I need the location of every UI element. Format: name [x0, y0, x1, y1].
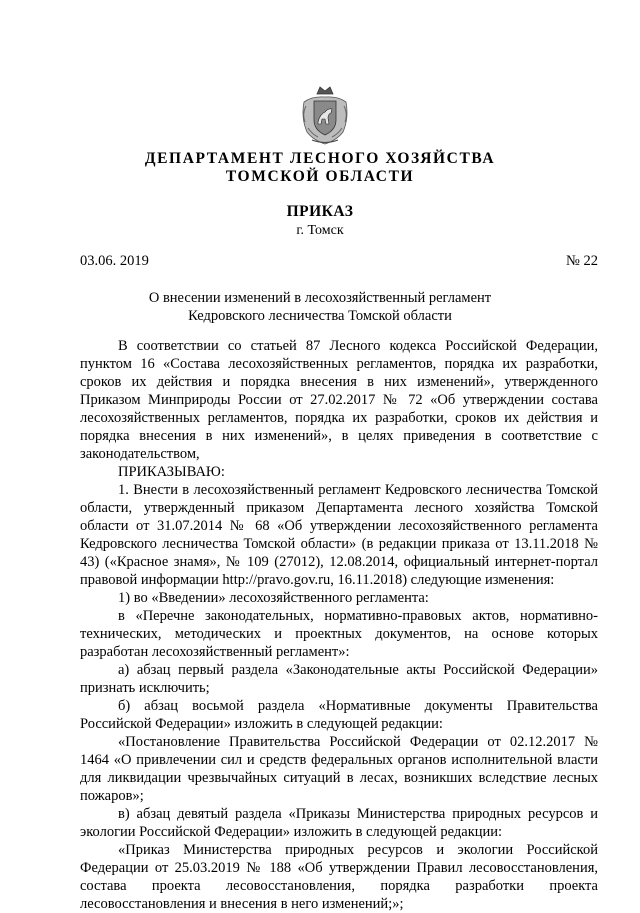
order-date: 03.06. 2019	[80, 253, 149, 269]
coat-of-arms-emblem	[298, 84, 352, 146]
paragraph-list-of-acts: в «Перечне законодательных, нормативно-правовых актов, нормативно-технических, методических и проектных документов, на основе которых разработан лесохозяйственный регламент»:	[80, 608, 598, 660]
subject-line-2: Кедровского лесничества Томской области	[188, 308, 452, 324]
paragraph-item-1-1: 1) во «Введении» лесохозяйственного регламента:	[118, 590, 429, 606]
paragraph-sub-b: б) абзац восьмой раздела «Нормативные документы Правительства Российской Федерации» изложить в следующей редакции:	[80, 698, 598, 732]
paragraph-sub-v: в) абзац девятый раздела «Приказы Министерства природных ресурсов и экологии Российской Федерации» изложить в следующей редакции:	[80, 806, 598, 840]
order-title: ПРИКАЗ	[286, 203, 354, 220]
preamble-paragraph: В соответствии со статьей 87 Лесного кодекса Российской Федерации, пунктом 16 «Состава лесохозяйственных регламентов, порядка их разработки, сроков их действия и порядка внесения в них изменений», утвержденного Приказом Минприроды России от 27.02.2017 № 72 «Об утверждении состава лесохозяйственных регламентов, порядка их разработки, сроков их действия и порядка внесения в них изменений», в целях приведения в соответствие с законодательством,	[80, 338, 598, 462]
order-body	[80, 337, 598, 913]
department-name-line1: ДЕПАРТАМЕНТ ЛЕСНОГО ХОЗЯЙСТВА	[144, 150, 496, 167]
paragraph-order-188: «Приказ Министерства природных ресурсов и экологии Российской Федерации от 25.03.2019 № 188 «Об утверждении Правил лесовосстановления, состава проекта лесовосстановления, порядка разработки проекта лесовосстановления и внесения в него изменений;»;	[80, 842, 598, 912]
paragraph-resolution-1464: «Постановление Правительства Российской Федерации от 02.12.2017 № 1464 «О привлечении сил и средств федеральных органов исполнительной власти для ликвидации чрезвычайных ситуаций в лесах, возникших вследствие лесных пожаров»;	[80, 734, 598, 804]
order-keyword: ПРИКАЗЫВАЮ:	[118, 464, 225, 480]
subject-line-1: О внесении изменений в лесохозяйственный регламент	[148, 290, 492, 306]
order-subject	[0, 289, 640, 325]
paragraph-item-1: 1. Внести в лесохозяйственный регламент Кедровского лесничества Томской области, утвержденный приказом Департамента лесного хозяйства Томской области от 31.07.2014 № 68 «Об утверждении лесохозяйственного регламента Кедровского лесничества Томской области» (в редакции приказа от 13.11.2018 № 43) («Красное знамя», № 109 (27012), 12.08.2014, официальный интернет-портал правовой информации http://pravo.gov.ru, 16.11.2018) следующие изменения:	[80, 482, 598, 588]
paragraph-sub-a: а) абзац первый раздела «Законодательные акты Российской Федерации» признать исключить;	[80, 662, 598, 696]
order-number: № 22	[566, 253, 598, 269]
department-name-line2: ТОМСКОЙ ОБЛАСТИ	[225, 168, 415, 185]
city: г. Томск	[296, 223, 344, 238]
